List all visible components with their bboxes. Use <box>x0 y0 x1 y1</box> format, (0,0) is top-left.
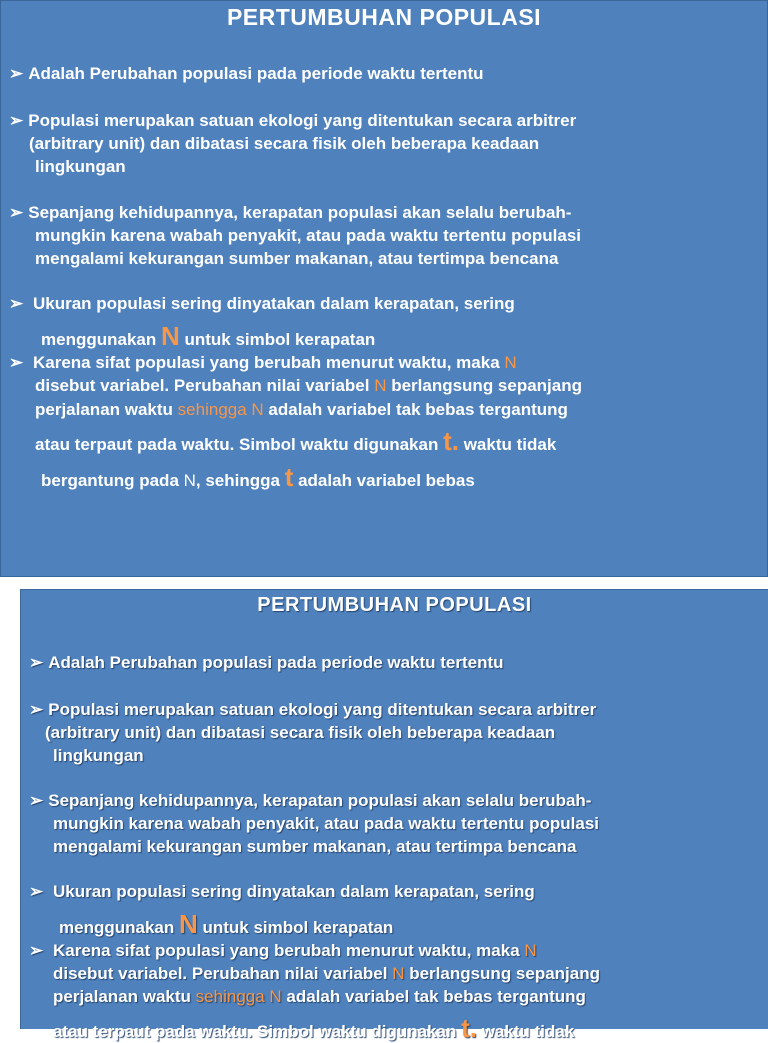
symbol-n: N <box>178 909 198 939</box>
bullet-4-line-1: ➢ Ukuran populasi sering dinyatakan dalam kerapatan, sering <box>9 294 515 313</box>
bullet-2-line-3: lingkungan <box>35 157 126 176</box>
bullet-4-line-2: menggunakan N untuk simbol kerapatan <box>59 909 394 939</box>
bullet-arrow-icon: ➢ <box>9 203 24 222</box>
bullet-arrow-icon: ➢ <box>9 294 24 313</box>
bullet-2-line-1: ➢ Populasi merupakan satuan ekologi yang ditentukan secara arbitrer <box>29 700 597 719</box>
bullet-arrow-icon: ➢ <box>29 882 44 901</box>
bullet-5-line-2: disebut variabel. Perubahan nilai variabel N berlangsung sepanjang <box>53 964 601 983</box>
bullet-1-line-1: ➢ Adalah Perubahan populasi pada periode waktu tertentu <box>29 653 504 672</box>
bullet-5-line-4: atau terpaut pada waktu. Simbol waktu digunakan t. waktu tidak <box>35 426 557 456</box>
bullet-arrow-icon: ➢ <box>9 64 24 83</box>
bullet-3-line-1: ➢ Sepanjang kehidupannya, kerapatan populasi akan selalu berubah- <box>9 203 572 222</box>
bullet-5-line-1: ➢ Karena sifat populasi yang berubah menurut waktu, maka N <box>29 941 537 960</box>
bullet-arrow-icon: ➢ <box>29 791 44 810</box>
slide-title: PERTUMBUHAN POPULASI <box>257 594 532 616</box>
slide-title: PERTUMBUHAN POPULASI <box>226 4 542 30</box>
bullet-4-line-1: ➢ Ukuran populasi sering dinyatakan dalam kerapatan, sering <box>29 882 535 901</box>
bullet-2-line-2: (arbitrary unit) dan dibatasi secara fisik oleh beberapa keadaan <box>45 723 556 742</box>
bullet-arrow-icon: ➢ <box>29 700 44 719</box>
bullet-3-line-2: mungkin karena wabah penyakit, atau pada waktu tertentu populasi <box>35 226 582 245</box>
symbol-t: t <box>284 462 294 492</box>
bullet-2-line-1: ➢ Populasi merupakan satuan ekologi yang ditentukan secara arbitrer <box>9 111 577 130</box>
slide-2 <box>20 589 768 1043</box>
bullet-5-line-5: bergantung pada N, sehingga t adalah variabel bebas <box>41 462 475 492</box>
bullet-5-line-1: ➢ Karena sifat populasi yang berubah menurut waktu, maka N <box>9 353 517 372</box>
bullet-arrow-icon: ➢ <box>9 353 24 372</box>
bullet-3-line-3: mengalami kekurangan sumber makanan, atau tertimpa bencana <box>35 249 559 268</box>
symbol-t: t. <box>443 426 459 456</box>
bullet-5-line-3: perjalanan waktu sehingga N adalah variabel tak bebas tergantung <box>35 400 568 419</box>
bullet-2-line-3: lingkungan <box>53 746 144 765</box>
bullet-5-line-4: atau terpaut pada waktu. Simbol waktu digunakan t. waktu tidak <box>53 1013 575 1043</box>
bullet-2-line-2: (arbitrary unit) dan dibatasi secara fisik oleh beberapa keadaan <box>29 134 540 153</box>
bullet-4-line-2: menggunakan N untuk simbol kerapatan <box>41 321 376 351</box>
symbol-n: N <box>160 321 180 351</box>
symbol-t: t. <box>461 1013 477 1043</box>
bullet-5-line-2: disebut variabel. Perubahan nilai variabel N berlangsung sepanjang <box>35 376 583 395</box>
bullet-1-line-1: ➢ Adalah Perubahan populasi pada periode waktu tertentu <box>9 64 484 83</box>
bullet-3-line-1: ➢ Sepanjang kehidupannya, kerapatan populasi akan selalu berubah- <box>29 791 592 810</box>
bullet-3-line-3: mengalami kekurangan sumber makanan, atau tertimpa bencana <box>53 837 577 856</box>
bullet-arrow-icon: ➢ <box>29 653 44 672</box>
bullet-arrow-icon: ➢ <box>29 941 44 960</box>
bullet-5-line-3: perjalanan waktu sehingga N adalah variabel tak bebas tergantung <box>53 987 586 1006</box>
bullet-3-line-2: mungkin karena wabah penyakit, atau pada waktu tertentu populasi <box>53 814 600 833</box>
bullet-arrow-icon: ➢ <box>9 111 24 130</box>
